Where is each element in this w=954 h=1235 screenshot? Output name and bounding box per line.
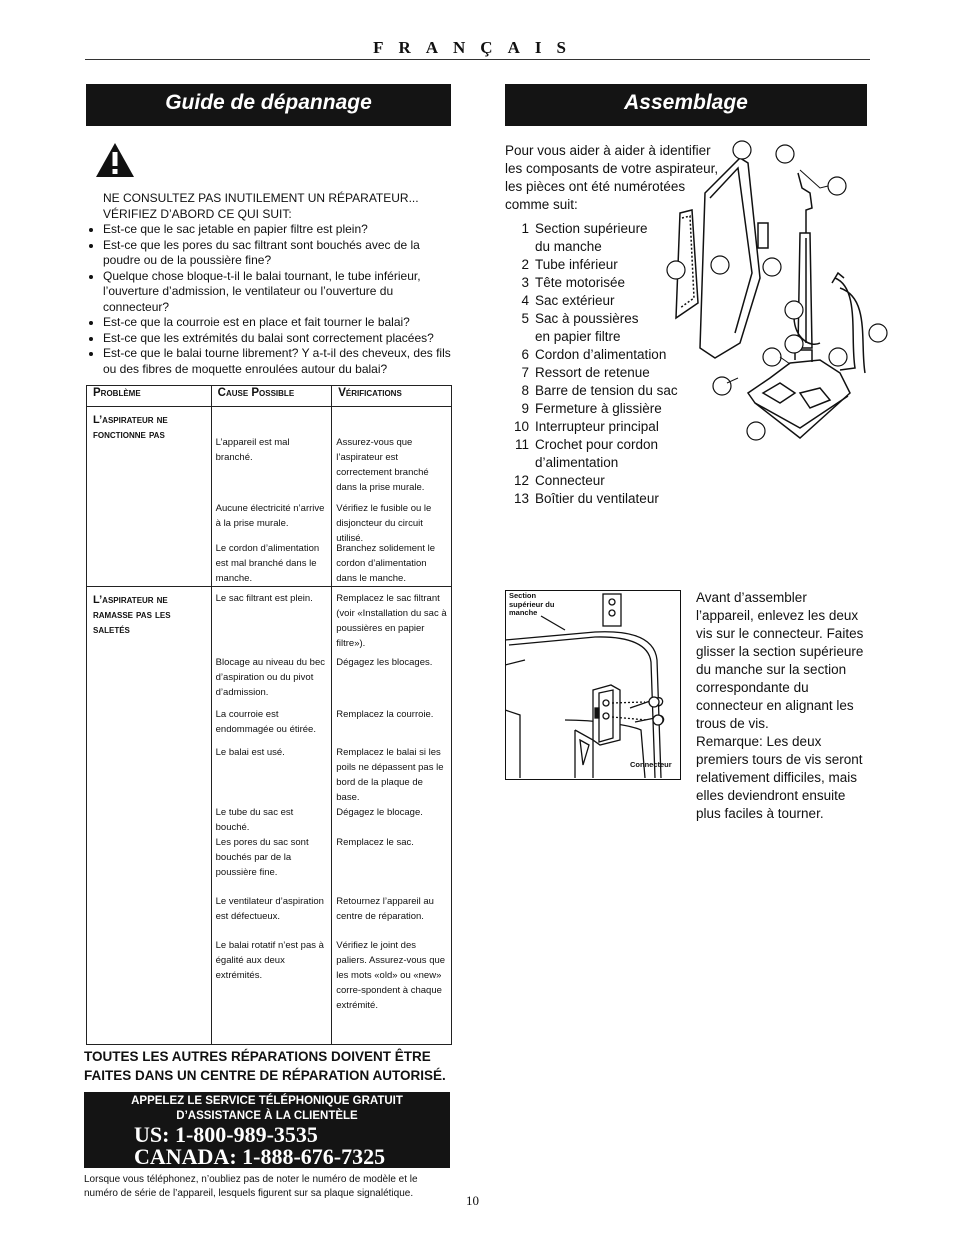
check-item: • Quelque chose bloque-t-il le balai tournant, le tube inférieur, l’ouverture d’admission, le ventilateur ou l’ouverture du connecteur?	[103, 269, 452, 316]
check-cell	[332, 587, 452, 1045]
assembly-intro: Pour vous aider à aider à identifier les composants de votre aspirateur, les pièces ont été numérotées comme suit:	[505, 143, 719, 212]
assembly-title: Assemblage	[624, 91, 748, 114]
table-row	[87, 587, 452, 1045]
column-header-check: Vérifications	[332, 386, 452, 407]
cause-text: Aucune électricité n’arrive à la prise murale.	[215, 503, 325, 529]
check-item: • Est-ce que la courroie est en place et fait tourner le balai?	[103, 315, 452, 331]
check-text: Remplacez le sac.	[336, 837, 414, 848]
cause-text: Le sac filtrant est plein.	[215, 593, 313, 604]
intro-heading-2: VÉRIFIEZ D’ABORD CE QUI SUIT:	[103, 206, 292, 221]
check-item: • Est-ce que les extrémités du balai sont correctement placées?	[103, 331, 452, 347]
cause-text: Le balai est usé.	[215, 747, 285, 758]
list-item: 5 Sac à poussières en papier filtre	[521, 311, 639, 344]
label-upper-handle: Section supérieur du manche	[509, 591, 555, 617]
list-item: 1 Section supérieure du manche	[521, 221, 648, 254]
cause-text: Le ventilateur d’aspiration est défectueux.	[215, 896, 324, 922]
cause-text: L’appareil est mal branché.	[215, 437, 290, 463]
cause-text: Le balai rotatif n’est pas à égalité aux deux extrémités.	[215, 940, 324, 981]
check-text: Branchez solidement le cordon d’alimentation dans le manche.	[336, 543, 436, 584]
label-connector: Connecteur	[630, 760, 672, 769]
list-item: 6 Cordon d’alimentation	[521, 347, 667, 362]
vacuum-parts-diagram	[660, 138, 892, 443]
check-text: Dégagez les blocages.	[336, 657, 433, 668]
list-item: 9 Fermeture à glissière	[521, 401, 662, 416]
cause-text: Les pores du sac sont bouchés par de la poussière fine.	[215, 837, 309, 878]
instructions-text: Avant d’assembler l’appareil, enlevez les deux vis sur le connecteur. Faites glisser la section supérieure du manche sur la section correspondante du connecteur en alignant les trous de vis.	[696, 590, 864, 731]
cause-text: Le tube du sac est bouché.	[215, 807, 294, 833]
check-item: • Est-ce que le balai tourne librement? Y a-t-il des cheveux, des fils ou des fibres de moquette enroulées autour du balai?	[103, 346, 452, 377]
check-text: Remplacez le sac filtrant (voir «Installation du sac à poussières en papier filtre»).	[336, 593, 447, 649]
us-phone-number: US: 1-800-989-3535	[134, 1122, 318, 1147]
intro-heading-1: NE CONSULTEZ PAS INUTILEMENT UN RÉPARATEUR...	[103, 191, 419, 205]
assembly-instructions	[696, 589, 866, 823]
all-repairs-line-2: FAITES DANS UN CENTRE DE RÉPARATION AUTORISÉ.	[84, 1068, 446, 1083]
cause-text: Blocage au niveau du bec d’aspiration ou du pivot d’admission.	[215, 657, 325, 698]
troubleshooting-title-bar	[86, 84, 451, 126]
check-text: Remplacez le balai si les poils ne dépassent pas le bord de la plaque de base.	[336, 747, 444, 803]
remark-text: Remarque: Les deux premiers tours de vis seront relativement difficiles, mais elles deviendront ensuite plus faciles à tourner.	[696, 734, 863, 821]
all-repairs-note	[84, 1047, 464, 1085]
warning-icon	[95, 142, 135, 178]
customer-service-box	[84, 1092, 450, 1168]
header-rule	[85, 59, 870, 60]
problem-cell: L’aspirateur ne fonctionne pas	[87, 407, 212, 587]
check-text: Remplacez la courroie.	[336, 709, 434, 720]
page-number: 10	[466, 1193, 479, 1208]
cause-text: Le cordon d’alimentation est mal branché dans le manche.	[215, 543, 320, 584]
check-item: • Est-ce que les pores du sac filtrant sont bouchés avec de la poudre ou de la poussière fine?	[103, 238, 452, 269]
troubleshooting-table	[86, 385, 452, 1045]
column-header-cause: Cause Possible	[211, 386, 332, 407]
phone-footnote: Lorsque vous téléphonez, n’oubliez pas de noter le numéro de modèle et le numéro de série de l’appareil, lesquels figurent sur sa plaque signalétique.	[84, 1174, 418, 1199]
list-item: 4 Sac extérieur	[521, 293, 615, 308]
list-item: 13 Boîtier du ventilateur	[513, 491, 659, 506]
check-list	[86, 191, 452, 377]
cause-text: La courroie est endommagée ou étirée.	[215, 709, 316, 735]
check-text: Assurez-vous que l’aspirateur est correctement branché dans la prise murale.	[336, 437, 429, 493]
list-item: 7 Ressort de retenue	[521, 365, 650, 380]
check-text: Vérifiez le fusible ou le disjoncteur du circuit utilisé.	[336, 503, 432, 544]
check-text: Dégagez le blocage.	[336, 807, 423, 818]
table-row	[87, 407, 452, 587]
canada-phone-number: CANADA: 1-888-676-7325	[134, 1144, 386, 1169]
check-text: Retournez l’appareil au centre de réparation.	[336, 896, 434, 922]
cause-cell	[211, 407, 332, 587]
problem-cell: L’aspirateur ne ramasse pas les saletés	[87, 587, 212, 1045]
column-header-problem: Problème	[87, 386, 212, 407]
troubleshooting-title: Guide de dépannage	[165, 91, 372, 114]
list-item: 11 Crochet pour cordon d’alimentation	[514, 437, 659, 470]
connector-diagram	[505, 590, 681, 780]
phone-box-line-2: D’ASSISTANCE À LA CLIENTÈLE	[176, 1110, 358, 1122]
list-item: 2 Tube inférieur	[521, 257, 618, 272]
list-item: 12 Connecteur	[513, 473, 605, 488]
list-item: 10 Interrupteur principal	[513, 419, 659, 434]
check-item: • Est-ce que le sac jetable en papier filtre est plein?	[103, 222, 452, 238]
language-header: FRANÇAIS	[373, 38, 581, 57]
check-text: Vérifiez le joint des paliers. Assurez-vous que les mots «old» ou «new» corre-spondent à chaque extrémité.	[336, 940, 446, 1011]
cause-cell	[211, 587, 332, 1045]
assembly-title-bar	[505, 84, 867, 126]
all-repairs-line-1: TOUTES LES AUTRES RÉPARATIONS DOIVENT ÊTRE	[84, 1049, 431, 1064]
list-item: 8 Barre de tension du sac	[521, 383, 678, 398]
check-cell	[332, 407, 452, 587]
list-item: 3 Tête motorisée	[521, 275, 626, 290]
phone-box-line-1: APPELEZ LE SERVICE TÉLÉPHONIQUE GRATUIT	[131, 1095, 403, 1107]
